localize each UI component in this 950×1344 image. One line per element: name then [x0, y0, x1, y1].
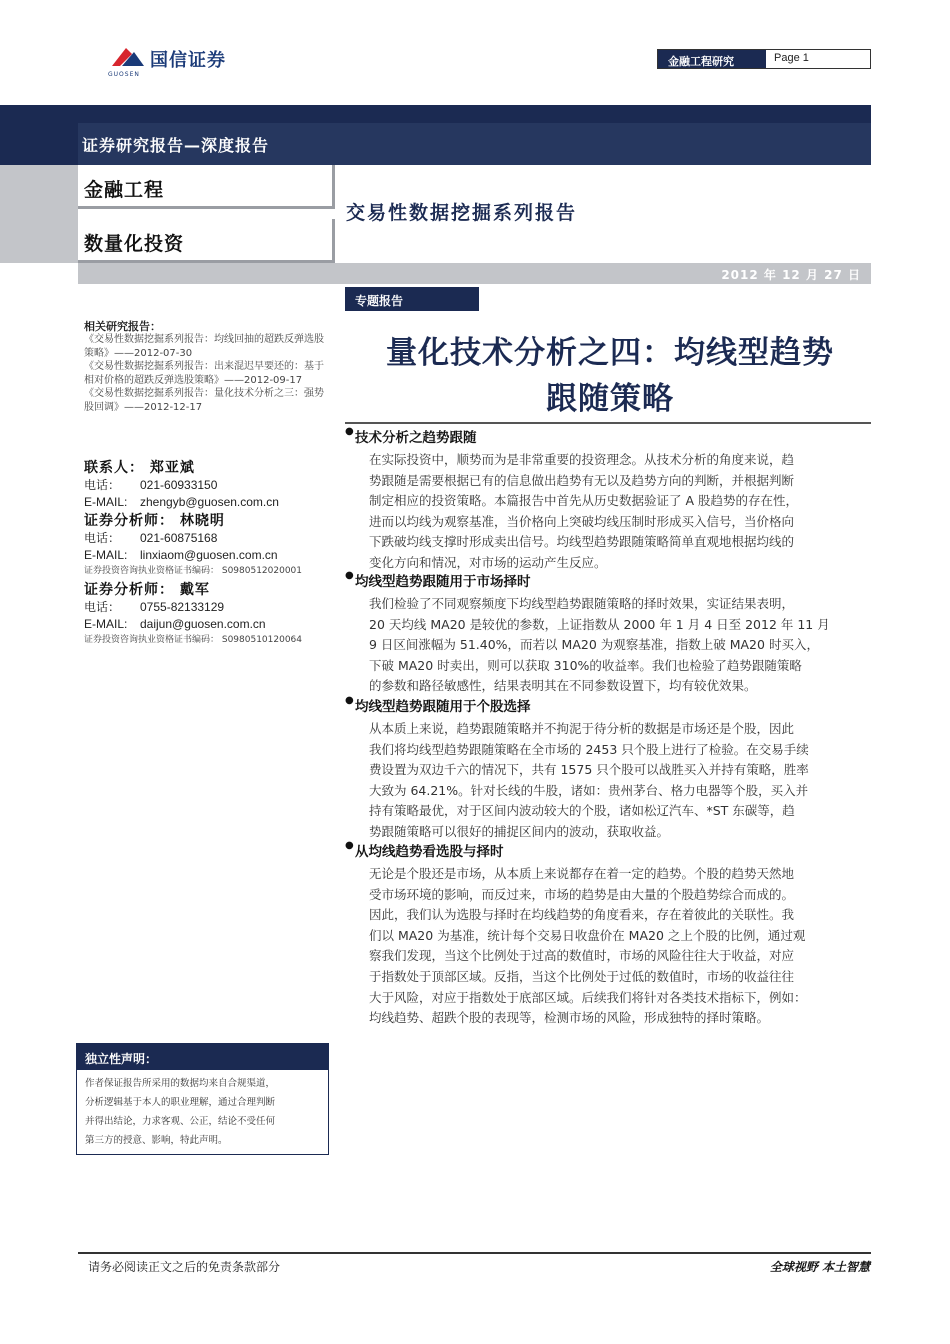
guosen-logo-icon	[108, 44, 146, 70]
footer-slogan: 全球视野 本土智慧	[769, 1260, 870, 1274]
section-body: 我们检验了不同观察频度下均线型趋势跟随策略的择时效果，实证结果表明， 20 天均线 MA20 是较优的参数，上证指数从 2000 年 1 月 4 日至 2012 年 11 月 9 日区间涨幅为 51.40%，而若以 MA20 为观察基准，指数上破 MA20 时买入， 下破 MA20 时卖出，则可以获取 310%的收益率。我们也检验了趋势跟随策略 的参数和路径敏感性，结果表明其在不同参数设置下，均有较优效果。	[369, 596, 830, 694]
contact-name: 证券分析师： 戴军	[84, 582, 210, 598]
contact-name: 联系人： 郑亚斌	[84, 460, 195, 476]
contact-block-1	[84, 457, 344, 511]
report-type-bar	[0, 123, 871, 165]
section-box-1	[78, 165, 335, 209]
page-number: Page 1	[774, 52, 809, 64]
contact-block-3	[84, 579, 344, 648]
main-title	[350, 330, 870, 422]
left-gray-block	[0, 165, 78, 263]
section-3	[347, 695, 869, 843]
report-tag: 专题报告	[345, 287, 479, 311]
footer-disclaimer: 请务必阅读正文之后的免责条款部分	[88, 1260, 281, 1274]
section-body: 无论是个股还是市场，从本质上来说都存在着一定的趋势。个股的趋势天然地 受市场环境的影响，而反过来，市场的趋势是由大量的个股趋势综合而成的。 因此，我们认为选股与择时在均线趋势的角度看来，存在着彼此的关联性。我 们以 MA20 为基准，统计每个交易日收盘价在 MA20 之上个股的比例，通过观 察我们发现，当这个比例处于过高的数值时，市场的风险往往大于收益，对应 于指数处于顶部区域。反指，当这个比例处于过低的数值时，市场的收益往往 大于风险，对应于指数处于底部区域。后续我们将针对各类技术指标下，例如： 均线趋势、超跌个股的表现等，检测市场的风险，形成独特的择时策略。	[369, 866, 807, 1026]
contact-email: E-MAIL: zhengyb@guosen.com.cn	[84, 495, 279, 509]
report-type: 证券研究报告—深度报告	[82, 136, 270, 155]
related-report-item: 《交易性数据挖掘系列报告：出来混迟早要还的：基于相对价格的超跌反弹选股策略》——2012-09-17	[84, 361, 324, 386]
dept-label: 金融工程研究	[658, 50, 766, 68]
section-heading: ● 从均线趋势看选股与择时	[347, 840, 869, 860]
page-header-box	[657, 49, 871, 69]
logo-text: 国信证券	[150, 50, 226, 71]
series-title: 交易性数据挖掘系列报告	[346, 202, 578, 224]
title-divider	[345, 422, 871, 424]
contact-block-2	[84, 510, 344, 579]
section-heading: ● 均线型趋势跟随用于个股选择	[347, 695, 869, 715]
section-label-1: 金融工程	[84, 179, 165, 201]
section-4	[347, 840, 869, 1029]
contact-cert: 证券投资咨询执业资格证书编码： S0980512020001	[84, 566, 303, 576]
independence-statement	[76, 1043, 329, 1155]
main-title-line-2: 跟随策略	[546, 381, 674, 417]
main-title-line-1: 量化技术分析之四：均线型趋势	[386, 335, 834, 371]
contact-phone: 电话： 021-60933150	[84, 478, 218, 492]
related-report-item: 《交易性数据挖掘系列报告：均线回抽的超跌反弹选股策略》——2012-07-30	[84, 334, 324, 359]
section-heading: ● 技术分析之趋势跟随	[347, 426, 869, 446]
footer-divider	[78, 1252, 871, 1254]
independence-heading: 独立性声明：	[77, 1044, 328, 1070]
logo-subtext: GUOSEN	[108, 71, 140, 78]
contact-email: E-MAIL: linxiaom@guosen.com.cn	[84, 548, 278, 562]
report-date: 2012 年 12 月 27 日	[721, 268, 861, 282]
section-1	[347, 426, 869, 574]
independence-body: 作者保证报告所采用的数据均来自合规渠道， 分析逻辑基于本人的职业理解，通过合理判断 并得出结论，力求客观、公正，结论不受任何 第三方的授意、影响，特此声明。	[85, 1078, 276, 1146]
date-bar	[78, 263, 871, 284]
section-heading: ● 均线型趋势跟随用于市场择时	[347, 570, 869, 590]
section-body: 从本质上来说，趋势跟随策略并不拘泥于待分析的数据是市场还是个股，因此 我们将均线型趋势跟随策略在全市场的 2453 只个股上进行了检验。在交易手续 费设置为双边千六的情况下，共有 1575 只个股可以战胜买入并持有策略，胜率 大致为 64.21%。针对长线的牛股，诸如：贵州茅台、格力电器等个股，买入并 持有策略最优，对于区间内波动较大的个股，诸如松辽汽车、*ST 东碳等，趋 势跟随策略可以很好的捕捉区间内的波动，获取收益。	[369, 721, 809, 839]
contact-email: E-MAIL: daijun@guosen.com.cn	[84, 617, 266, 631]
contact-phone: 电话： 021-60875168	[84, 531, 218, 545]
related-reports-list	[84, 333, 329, 414]
contact-name: 证券分析师： 林晓明	[84, 513, 225, 529]
contact-cert: 证券投资咨询执业资格证书编码： S0980510120064	[84, 635, 303, 645]
section-label-2: 数量化投资	[84, 233, 185, 255]
contact-phone: 电话： 0755-82133129	[84, 600, 225, 614]
section-box-2	[78, 219, 335, 263]
section-2	[347, 570, 869, 697]
section-body: 在实际投资中，顺势而为是非常重要的投资理念。从技术分析的角度来说，趋 势跟随是需要根据已有的信息做出趋势有无以及趋势方向的判断，并根据判断 制定相应的投资策略。本篇报告中首先从历史数据验证了 A 股趋势的存在性， 进而以均线为观察基准，当价格向上突破均线压制时形成买入信号，当价格向 下跌破均线支撑时形成卖出信号。均线型趋势跟随策略简单直观地根据均线的 变化方向和情况，对市场的运动产生反应。	[369, 452, 798, 570]
company-logo	[108, 44, 248, 80]
top-banner-bar	[0, 105, 871, 123]
related-report-item: 《交易性数据挖掘系列报告：量化技术分析之三：强势股回调》——2012-12-17	[84, 388, 324, 413]
related-reports-heading: 相关研究报告：	[84, 320, 161, 333]
